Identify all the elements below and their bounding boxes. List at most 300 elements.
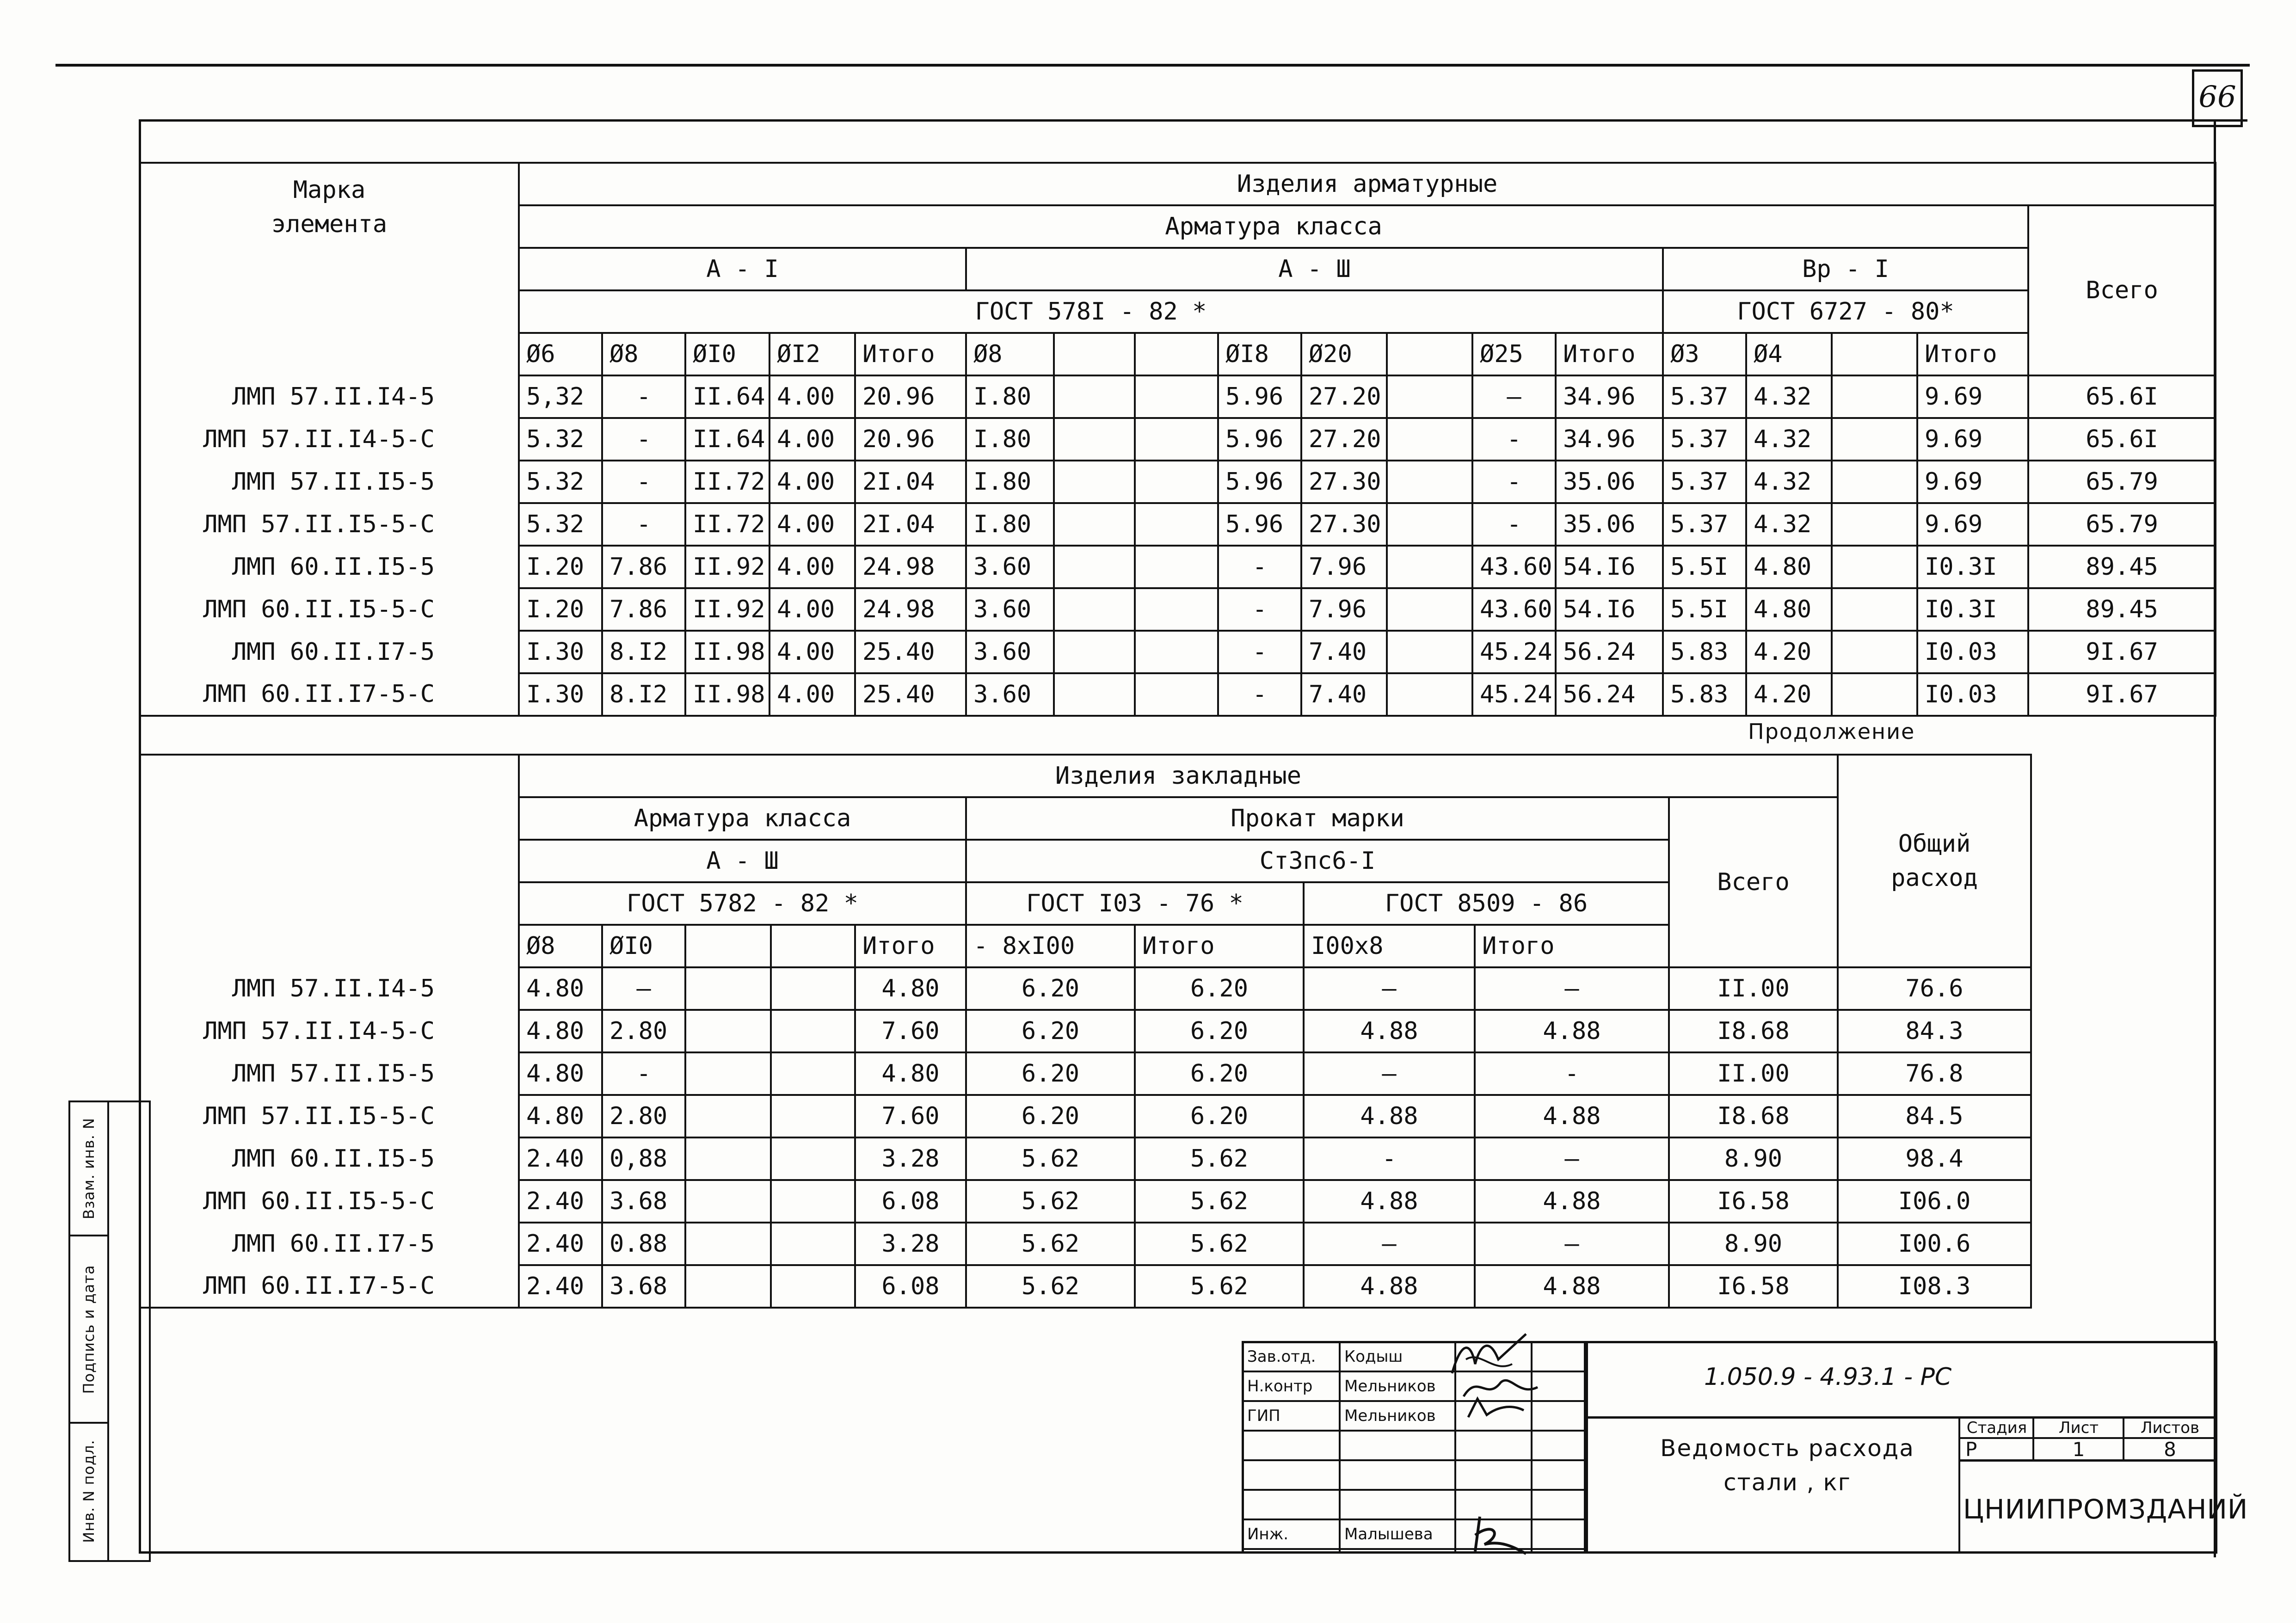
table-cell: 6.20: [966, 1095, 1135, 1137]
table-cell: 4.32: [1746, 461, 1832, 503]
overall-consumption-cell: 76.6: [1838, 967, 2031, 1010]
table-cell: —: [1304, 1223, 1475, 1265]
table-cell: 4.00: [769, 503, 855, 546]
document-code: 1.050.9 - 4.93.1 - РС: [1704, 1363, 1952, 1391]
overall-consumption-cell: I08.3: [1838, 1265, 2031, 1308]
table-cell: 27.20: [1301, 375, 1387, 418]
table-cell: 45.24: [1472, 631, 1556, 673]
table-cell: 4.32: [1746, 418, 1832, 461]
table-cell: [1832, 503, 1917, 546]
table-cell: 6.20: [966, 967, 1135, 1010]
element-mark: ЛМП 60.II.I7-5-С: [140, 1265, 519, 1308]
rolled-grade-header: Прокат марки: [966, 797, 1669, 840]
table-cell: I0.3I: [1917, 588, 2028, 631]
table-cell: -: [1218, 673, 1301, 716]
stage-label: Стадия: [1966, 1419, 2027, 1437]
table-cell: 9.69: [1917, 461, 2028, 503]
table-cell: [1832, 461, 1917, 503]
table-cell: 2.40: [519, 1223, 602, 1265]
signature-date-cell: [70, 1236, 107, 1424]
title-block-role: ГИП: [1247, 1407, 1280, 1425]
side-approval-stamp: [68, 1100, 151, 1562]
diameter-column-header: Итого: [1917, 333, 2028, 375]
table-cell: [685, 1137, 771, 1180]
table-row: [140, 631, 2216, 673]
table-cell: [1054, 503, 1135, 546]
embedded-column-header: [685, 925, 771, 967]
title-block: [1242, 1341, 2248, 1554]
table-cell: 4.80: [855, 967, 966, 1010]
diameter-column-header: Ø6: [519, 333, 602, 375]
table-cell: 43.60: [1472, 546, 1556, 588]
table-cell: 5.32: [519, 418, 602, 461]
diameter-column-header: [1387, 333, 1472, 375]
table-cell: [1832, 673, 1917, 716]
row-total-cell: 65.6I: [2028, 375, 2216, 418]
table-cell: [771, 1265, 855, 1308]
table-cell: [1832, 418, 1917, 461]
mark-header-blank: [140, 755, 519, 967]
table-cell: 5.32: [519, 461, 602, 503]
table-cell: 5.37: [1663, 503, 1746, 546]
table-cell: [1832, 588, 1917, 631]
table-cell: [685, 1265, 771, 1308]
table-cell: -: [602, 461, 685, 503]
table-cell: [1832, 375, 1917, 418]
table-cell: 5.83: [1663, 673, 1746, 716]
embedded-total-header: Всего: [1669, 797, 1838, 967]
table-cell: 4.88: [1304, 1180, 1475, 1223]
table-cell: 35.06: [1556, 503, 1663, 546]
table-cell: 27.30: [1301, 461, 1387, 503]
diameter-column-header: ØI2: [769, 333, 855, 375]
table-cell: II.92: [685, 546, 769, 588]
table-cell: 5.62: [1135, 1137, 1304, 1180]
table-cell: —: [602, 967, 685, 1010]
table-cell: —: [1475, 1137, 1669, 1180]
table-cell: I.80: [966, 375, 1054, 418]
table-cell: [771, 1180, 855, 1223]
table-cell: 3.28: [855, 1137, 966, 1180]
table-cell: 54.I6: [1556, 546, 1663, 588]
side-stamp-label-column: [70, 1102, 109, 1560]
table-cell: 3.28: [855, 1223, 966, 1265]
table-cell: 4.80: [519, 967, 602, 1010]
table-cell: 5.5I: [1663, 546, 1746, 588]
table-cell: -: [602, 375, 685, 418]
table-cell: 7.60: [855, 1095, 966, 1137]
table-cell: 4.20: [1746, 631, 1832, 673]
row-total-cell: 9I.67: [2028, 631, 2216, 673]
table-cell: -: [602, 1052, 685, 1095]
table-row: [140, 1265, 2031, 1308]
table-cell: [1387, 461, 1472, 503]
table-cell: [1832, 546, 1917, 588]
table-cell: I.20: [519, 546, 602, 588]
table-row: [140, 546, 2216, 588]
row-total-cell: 8.90: [1669, 1223, 1838, 1265]
diameter-column-header: Ø8: [602, 333, 685, 375]
table-cell: 6.20: [1135, 1052, 1304, 1095]
table-cell: 4.80: [1746, 546, 1832, 588]
organization-name: ЦНИИПРОМЗДАНИЙ: [1963, 1494, 2248, 1525]
overall-consumption-cell: I06.0: [1838, 1180, 2031, 1223]
embedded-column-header: Ø8: [519, 925, 602, 967]
table-cell: 2.40: [519, 1180, 602, 1223]
row-total-cell: II.00: [1669, 967, 1838, 1010]
row-total-cell: I6.58: [1669, 1265, 1838, 1308]
table-cell: 3.60: [966, 588, 1054, 631]
table-cell: —: [1304, 1052, 1475, 1095]
row-total-cell: I8.68: [1669, 1095, 1838, 1137]
row-total-cell: 89.45: [2028, 546, 2216, 588]
table-cell: 6.20: [1135, 967, 1304, 1010]
table-cell: [685, 1052, 771, 1095]
table-row: [140, 588, 2216, 631]
table-cell: I0.03: [1917, 631, 2028, 673]
element-mark: ЛМП 57.II.I5-5-С: [140, 503, 519, 546]
table-cell: II.72: [685, 503, 769, 546]
reinforcement-products-header: Изделия арматурные: [519, 163, 2216, 205]
table-cell: -: [1218, 588, 1301, 631]
table-cell: 2.80: [602, 1010, 685, 1052]
diameter-column-header: Ø4: [1746, 333, 1832, 375]
table-cell: —: [1472, 375, 1556, 418]
overall-consumption-cell: 98.4: [1838, 1137, 2031, 1180]
row-total-cell: 8.90: [1669, 1137, 1838, 1180]
table-cell: [771, 1095, 855, 1137]
table-cell: 4.00: [769, 631, 855, 673]
title-block-row-line: [1242, 1430, 1586, 1432]
table-cell: 34.96: [1556, 418, 1663, 461]
table-cell: 5.37: [1663, 375, 1746, 418]
table-cell: 2.40: [519, 1137, 602, 1180]
row-total-cell: 89.45: [2028, 588, 2216, 631]
total-header: Всего: [2028, 205, 2216, 375]
table-cell: [771, 1052, 855, 1095]
table-cell: 6.20: [966, 1052, 1135, 1095]
table-cell: 56.24: [1556, 673, 1663, 716]
table-cell: -: [1472, 503, 1556, 546]
table-cell: -: [602, 418, 685, 461]
table-cell: 2I.04: [855, 461, 966, 503]
page-number: 66: [2192, 69, 2243, 127]
continuation-label: Продолжение: [1748, 719, 1915, 744]
table-cell: 5,32: [519, 375, 602, 418]
table-row: [140, 1052, 2031, 1095]
diameter-column-header: [1135, 333, 1218, 375]
title-block-row-line: [1242, 1518, 1586, 1520]
table-cell: —: [1475, 967, 1669, 1010]
gost-6727-header: ГОСТ 6727 - 80*: [1663, 290, 2028, 333]
table-cell: 2I.04: [855, 503, 966, 546]
table-cell: [685, 1180, 771, 1223]
title-block-name: Мельников: [1344, 1407, 1436, 1425]
table-cell: [1054, 375, 1135, 418]
title-block-role: Зав.отд.: [1247, 1347, 1316, 1366]
table-cell: I.20: [519, 588, 602, 631]
table-cell: 56.24: [1556, 631, 1663, 673]
table-cell: 4.80: [519, 1095, 602, 1137]
table-cell: 5.62: [1135, 1265, 1304, 1308]
gost-8509-header: ГОСТ 8509 - 86: [1304, 882, 1669, 925]
class-a1-header: A - I: [519, 248, 966, 290]
row-total-cell: II.00: [1669, 1052, 1838, 1095]
table-cell: 6.20: [1135, 1010, 1304, 1052]
table-cell: 24.98: [855, 588, 966, 631]
embedded-column-header: Итого: [1475, 925, 1669, 967]
table-cell: 27.20: [1301, 418, 1387, 461]
inventory-original-cell: [70, 1424, 107, 1558]
table-cell: [1387, 418, 1472, 461]
table-cell: 4.80: [519, 1052, 602, 1095]
table-cell: 4.00: [769, 588, 855, 631]
table-cell: 3.68: [602, 1265, 685, 1308]
table-cell: 8.I2: [602, 673, 685, 716]
table-row: [140, 418, 2216, 461]
table-cell: 3.60: [966, 546, 1054, 588]
table-cell: 5.32: [519, 503, 602, 546]
table-cell: [1054, 418, 1135, 461]
overall-consumption-header: Общий расход: [1838, 755, 2031, 967]
table-cell: 9.69: [1917, 418, 2028, 461]
embedded-column-header: I00х8: [1304, 925, 1475, 967]
table-row: [140, 967, 2031, 1010]
element-mark: ЛМП 60.II.I7-5: [140, 1223, 519, 1265]
table-cell: I0.3I: [1917, 546, 2028, 588]
frame-top-line: [139, 119, 2247, 122]
diameter-column-header: Ø8: [966, 333, 1054, 375]
table-cell: 5.62: [1135, 1223, 1304, 1265]
diameter-column-header: Итого: [1556, 333, 1663, 375]
table-cell: 4.88: [1304, 1265, 1475, 1308]
embedded-column-header: ØI0: [602, 925, 685, 967]
table-cell: [1387, 503, 1472, 546]
sheets-value: 8: [2164, 1438, 2176, 1461]
table-cell: -: [1475, 1052, 1669, 1095]
table-row: [140, 1223, 2031, 1265]
element-mark: ЛМП 57.II.I5-5-С: [140, 1095, 519, 1137]
mark-header: Марка элемента: [140, 163, 519, 375]
table-row: [140, 461, 2216, 503]
table-cell: [1135, 418, 1218, 461]
table-cell: 6.20: [1135, 1095, 1304, 1137]
table-cell: [1054, 588, 1135, 631]
table-cell: 5.62: [966, 1180, 1135, 1223]
roles-divider: [1339, 1341, 1341, 1554]
element-mark: ЛМП 57.II.I5-5: [140, 1052, 519, 1095]
table-cell: 4.00: [769, 418, 855, 461]
table-cell: [1054, 546, 1135, 588]
element-mark: ЛМП 57.II.I5-5: [140, 461, 519, 503]
inventory-original-label: Инв. N подл.: [80, 1439, 98, 1543]
signature-chief-engineer: [1464, 1394, 1528, 1422]
title-block-role: Инж.: [1247, 1525, 1289, 1543]
table-cell: 7.60: [855, 1010, 966, 1052]
table-cell: 4.88: [1475, 1010, 1669, 1052]
class-bp1-header: Bp - I: [1663, 248, 2028, 290]
element-mark: ЛМП 60.II.I5-5-С: [140, 1180, 519, 1223]
title-block-row-line: [1242, 1548, 1586, 1550]
overall-consumption-cell: 84.3: [1838, 1010, 2031, 1052]
table-cell: [1832, 631, 1917, 673]
diameter-column-header: ØI0: [685, 333, 769, 375]
table-cell: 3.68: [602, 1180, 685, 1223]
element-mark: ЛМП 60.II.I5-5: [140, 1137, 519, 1180]
sheet-value: 1: [2072, 1438, 2085, 1461]
table-cell: 5.37: [1663, 461, 1746, 503]
title-block-top-line: [1242, 1341, 2217, 1343]
table-cell: 7.86: [602, 546, 685, 588]
row-total-cell: 9I.67: [2028, 673, 2216, 716]
table-cell: I.80: [966, 461, 1054, 503]
table-cell: 24.98: [855, 546, 966, 588]
table-cell: I.30: [519, 631, 602, 673]
table-cell: [771, 1010, 855, 1052]
table-cell: I0.03: [1917, 673, 2028, 716]
sheets-label: Листов: [2140, 1419, 2199, 1437]
title-block-row-line: [1242, 1459, 1586, 1461]
embedded-class-header: Арматура класса: [519, 797, 966, 840]
title-block-name: Мельников: [1344, 1377, 1436, 1396]
table-cell: -: [602, 503, 685, 546]
table-cell: 25.40: [855, 673, 966, 716]
signature-date-label: Подпись и дата: [80, 1264, 98, 1394]
gost-103-header: ГОСТ I03 - 76 *: [966, 882, 1304, 925]
table-cell: [1054, 631, 1135, 673]
table-cell: 4.00: [769, 461, 855, 503]
table-cell: [771, 1223, 855, 1265]
element-mark: ЛМП 57.II.I4-5-С: [140, 1010, 519, 1052]
table-cell: 4.80: [519, 1010, 602, 1052]
title-block-name: Малышева: [1344, 1525, 1433, 1543]
table-cell: 7.86: [602, 588, 685, 631]
row-total-cell: 65.6I: [2028, 418, 2216, 461]
table-cell: 6.08: [855, 1265, 966, 1308]
table-cell: 4.88: [1475, 1180, 1669, 1223]
replacement-inventory-label: Взам. инв. N: [80, 1118, 98, 1219]
table-cell: 5.62: [966, 1223, 1135, 1265]
table-cell: [1135, 588, 1218, 631]
table-cell: [771, 1137, 855, 1180]
table-cell: II.92: [685, 588, 769, 631]
table-cell: [771, 967, 855, 1010]
title-block-role: Н.контр: [1247, 1377, 1313, 1396]
table-cell: 9.69: [1917, 503, 2028, 546]
table-cell: —: [1304, 967, 1475, 1010]
table-cell: [1135, 673, 1218, 716]
table-cell: 0.88: [602, 1223, 685, 1265]
table-cell: [1387, 546, 1472, 588]
table-cell: 5.5I: [1663, 588, 1746, 631]
sheet-label: Лист: [2058, 1419, 2099, 1437]
table-cell: 20.96: [855, 375, 966, 418]
table-cell: -: [1304, 1137, 1475, 1180]
table-cell: 8.I2: [602, 631, 685, 673]
table-cell: 6.20: [966, 1010, 1135, 1052]
table-cell: [1054, 461, 1135, 503]
table-cell: 20.96: [855, 418, 966, 461]
table-cell: [1135, 546, 1218, 588]
table-cell: —: [1475, 1223, 1669, 1265]
table-cell: [1135, 375, 1218, 418]
reinforcement-products-table: [139, 162, 2216, 717]
table-cell: [1387, 588, 1472, 631]
diameter-column-header: ØI8: [1218, 333, 1301, 375]
table-cell: II.64: [685, 375, 769, 418]
element-mark: ЛМП 60.II.I5-5: [140, 546, 519, 588]
table-cell: 5.96: [1218, 503, 1301, 546]
table-cell: [685, 1010, 771, 1052]
table-cell: 4.80: [855, 1052, 966, 1095]
diameter-column-header: Ø20: [1301, 333, 1387, 375]
table-cell: 43.60: [1472, 588, 1556, 631]
overall-consumption-cell: 76.8: [1838, 1052, 2031, 1095]
row-total-cell: 65.79: [2028, 461, 2216, 503]
table-cell: [1135, 631, 1218, 673]
gost-5782-header: ГОСТ 5782 - 82 *: [519, 882, 966, 925]
table-cell: -: [1218, 546, 1301, 588]
gost-5781-header: ГОСТ 578I - 82 *: [519, 290, 1663, 333]
table-cell: [1135, 503, 1218, 546]
row-total-cell: 65.79: [2028, 503, 2216, 546]
element-mark: ЛМП 60.II.I5-5-С: [140, 588, 519, 631]
table-cell: II.72: [685, 461, 769, 503]
reinforcement-class-header: Арматура класса: [519, 205, 2028, 248]
table-cell: [1387, 375, 1472, 418]
embedded-column-header: - 8хI00: [966, 925, 1135, 967]
table-cell: I.80: [966, 418, 1054, 461]
table-cell: -: [1218, 631, 1301, 673]
embedded-class-a3-header: A - Ш: [519, 840, 966, 882]
element-mark: ЛМП 57.II.I4-5-С: [140, 418, 519, 461]
table-cell: [1387, 631, 1472, 673]
table-cell: 5.62: [966, 1265, 1135, 1308]
table-cell: 27.30: [1301, 503, 1387, 546]
element-mark: ЛМП 60.II.I7-5-С: [140, 673, 519, 716]
table-cell: 4.20: [1746, 673, 1832, 716]
table-cell: 5.83: [1663, 631, 1746, 673]
table-row: [140, 1095, 2031, 1137]
table-cell: 7.40: [1301, 673, 1387, 716]
table-cell: 4.00: [769, 546, 855, 588]
table-cell: [685, 967, 771, 1010]
top-margin-line: [55, 64, 2250, 67]
table-cell: 5.37: [1663, 418, 1746, 461]
overall-consumption-cell: 84.5: [1838, 1095, 2031, 1137]
table-cell: 5.96: [1218, 418, 1301, 461]
title-block-row-line: [1242, 1489, 1586, 1491]
table-row: [140, 1010, 2031, 1052]
table-cell: 9.69: [1917, 375, 2028, 418]
embedded-column-header: Итого: [855, 925, 966, 967]
embedded-column-header: Итого: [1135, 925, 1304, 967]
table-row: [140, 1180, 2031, 1223]
table-cell: 7.96: [1301, 546, 1387, 588]
table-cell: [1054, 673, 1135, 716]
table-cell: -: [1472, 461, 1556, 503]
table-cell: 3.60: [966, 673, 1054, 716]
table-cell: 7.40: [1301, 631, 1387, 673]
element-mark: ЛМП 57.II.I4-5: [140, 375, 519, 418]
embedded-column-header: [771, 925, 855, 967]
table-cell: 4.32: [1746, 503, 1832, 546]
class-a3-header: A - Ш: [966, 248, 1663, 290]
table-cell: 5.62: [966, 1137, 1135, 1180]
element-mark: ЛМП 60.II.I7-5: [140, 631, 519, 673]
main-divider: [1584, 1341, 1587, 1554]
table-cell: 45.24: [1472, 673, 1556, 716]
